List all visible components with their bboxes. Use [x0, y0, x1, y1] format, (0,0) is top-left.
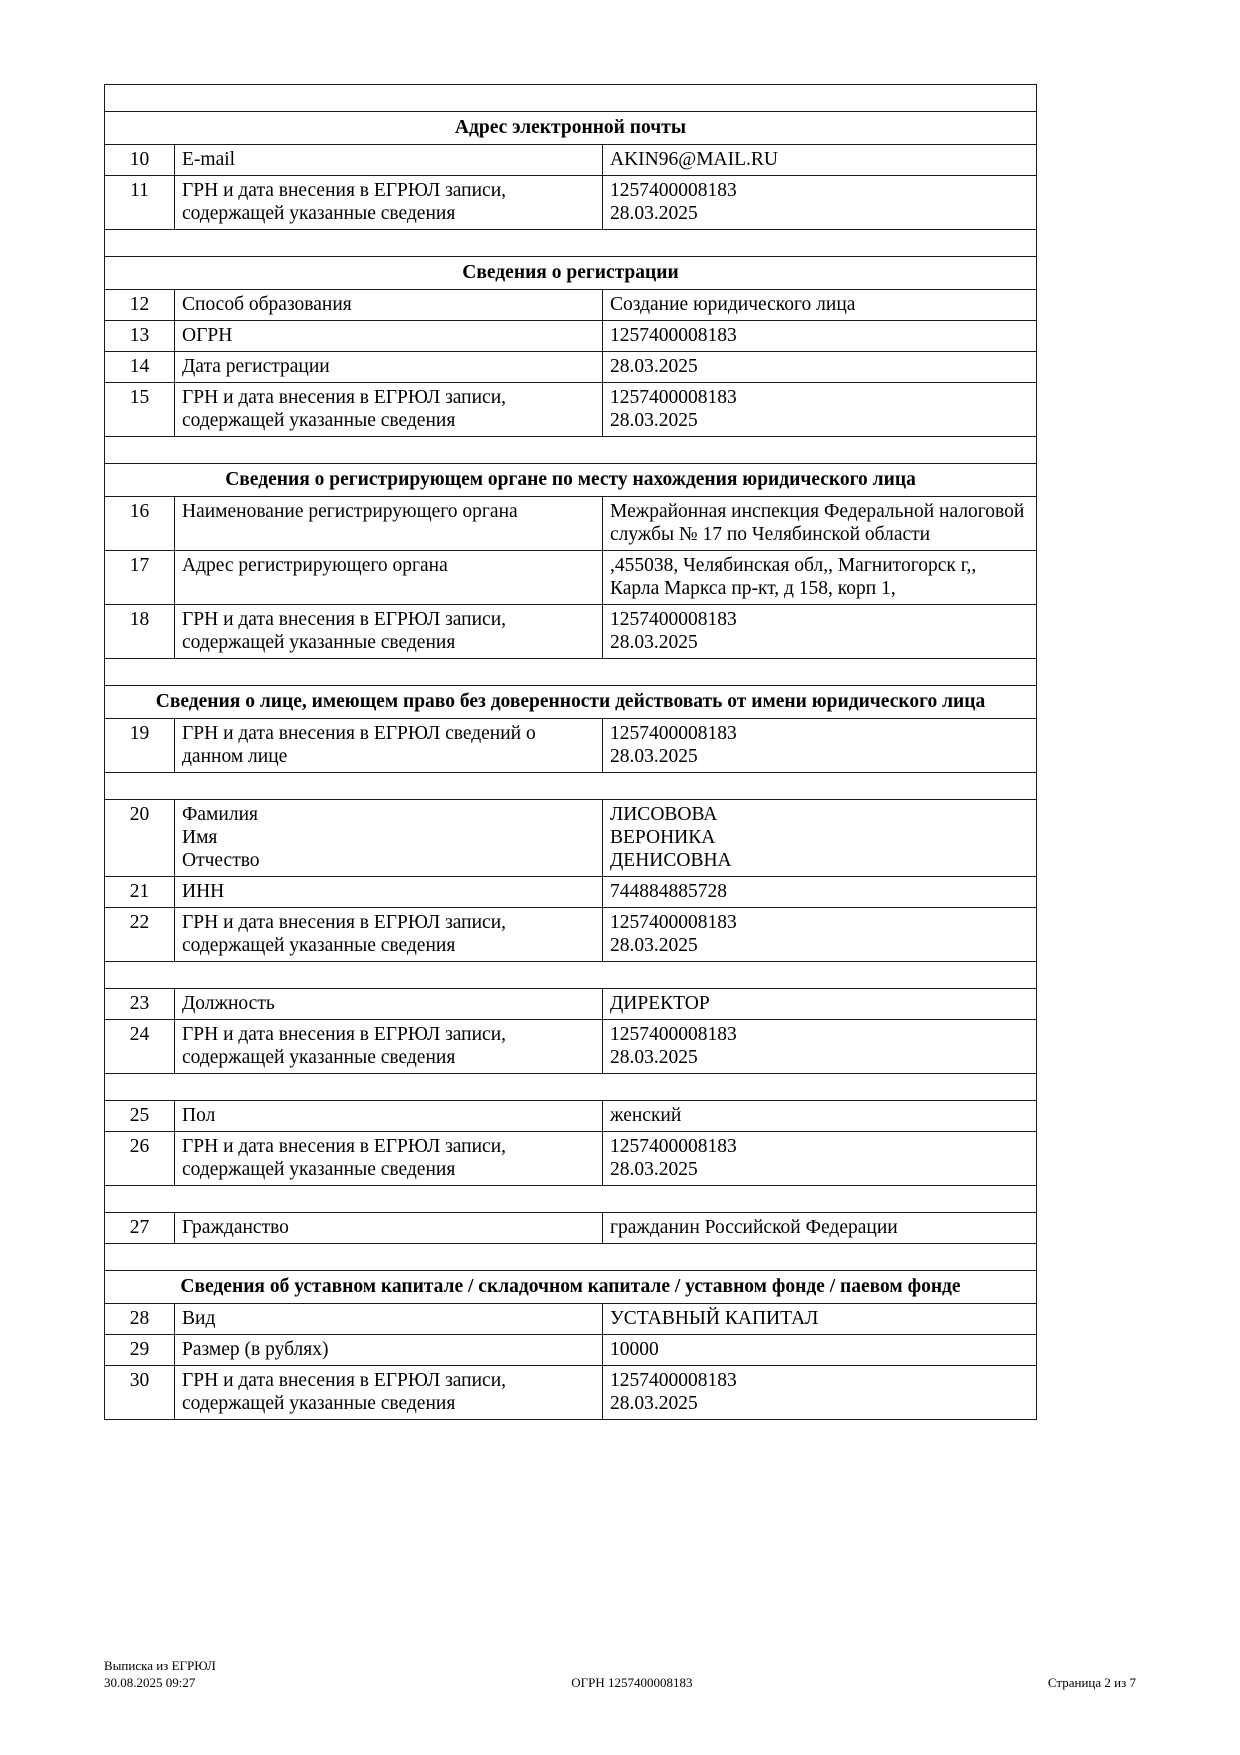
row-number: 25 — [105, 1101, 175, 1132]
table-spacer-row — [105, 1186, 1037, 1213]
row-label: ГРН и дата внесения в ЕГРЮЛ записи, содержащей указанные сведения — [175, 1020, 603, 1074]
row-label: Размер (в рублях) — [175, 1335, 603, 1366]
row-label: Наименование регистрирующего органа — [175, 497, 603, 551]
row-number: 10 — [105, 145, 175, 176]
row-value: Межрайонная инспекция Федеральной налоговой службы № 17 по Челябинской области — [603, 497, 1037, 551]
row-value: 1257400008183 28.03.2025 — [603, 1020, 1037, 1074]
section-heading-row — [105, 686, 1037, 719]
section-heading: Адрес электронной почты — [105, 112, 1037, 145]
spacer-cell — [105, 1186, 1037, 1213]
table-row — [105, 1101, 1037, 1132]
row-number: 14 — [105, 352, 175, 383]
table-row — [105, 1304, 1037, 1335]
table-row — [105, 908, 1037, 962]
row-number: 13 — [105, 321, 175, 352]
table-body — [105, 85, 1037, 1420]
row-number: 16 — [105, 497, 175, 551]
table-row — [105, 383, 1037, 437]
row-number: 24 — [105, 1020, 175, 1074]
table-row — [105, 719, 1037, 773]
section-heading-row — [105, 112, 1037, 145]
spacer-cell — [105, 659, 1037, 686]
row-number: 22 — [105, 908, 175, 962]
row-value: 1257400008183 — [603, 321, 1037, 352]
row-label: ГРН и дата внесения в ЕГРЮЛ записи, содержащей указанные сведения — [175, 1132, 603, 1186]
footer-doc-title: Выписка из ЕГРЮЛ — [104, 1658, 216, 1673]
page-footer — [104, 1657, 1136, 1691]
row-value: ЛИСОВОВА ВЕРОНИКА ДЕНИСОВНА — [603, 800, 1037, 877]
spacer-cell — [105, 773, 1037, 800]
section-heading: Сведения о лице, имеющем право без доверенности действовать от имени юридического лица — [105, 686, 1037, 719]
spacer-cell — [105, 85, 1037, 112]
footer-left — [104, 1657, 216, 1691]
row-value: 1257400008183 28.03.2025 — [603, 176, 1037, 230]
row-label: ГРН и дата внесения в ЕГРЮЛ записи, содержащей указанные сведения — [175, 176, 603, 230]
row-number: 28 — [105, 1304, 175, 1335]
section-heading: Сведения о регистрирующем органе по месту нахождения юридического лица — [105, 464, 1037, 497]
row-label: ГРН и дата внесения в ЕГРЮЛ записи, содержащей указанные сведения — [175, 1366, 603, 1420]
row-number: 18 — [105, 605, 175, 659]
row-value: 28.03.2025 — [603, 352, 1037, 383]
spacer-cell — [105, 230, 1037, 257]
row-number: 12 — [105, 290, 175, 321]
row-value: 1257400008183 28.03.2025 — [603, 719, 1037, 773]
table-row — [105, 605, 1037, 659]
row-label: Гражданство — [175, 1213, 603, 1244]
footer-page-number: Страница 2 из 7 — [1047, 1675, 1136, 1691]
row-label: Должность — [175, 989, 603, 1020]
table-row — [105, 1366, 1037, 1420]
footer-timestamp: 30.08.2025 09:27 — [104, 1675, 196, 1691]
table-row — [105, 176, 1037, 230]
row-value: ,455038, Челябинская обл,, Магнитогорск г,, Карла Маркса пр-кт, д 158, корп 1, — [603, 551, 1037, 605]
table-spacer-row — [105, 85, 1037, 112]
table-row — [105, 1132, 1037, 1186]
row-number: 30 — [105, 1366, 175, 1420]
row-value: 10000 — [603, 1335, 1037, 1366]
table-spacer-row — [105, 659, 1037, 686]
section-heading-row — [105, 1271, 1037, 1304]
spacer-cell — [105, 962, 1037, 989]
row-label: Способ образования — [175, 290, 603, 321]
row-label: Адрес регистрирующего органа — [175, 551, 603, 605]
table-spacer-row — [105, 437, 1037, 464]
row-value: Создание юридического лица — [603, 290, 1037, 321]
row-number: 23 — [105, 989, 175, 1020]
spacer-cell — [105, 1244, 1037, 1271]
section-heading: Сведения о регистрации — [105, 257, 1037, 290]
section-heading: Сведения об уставном капитале / складочном капитале / уставном фонде / паевом фонде — [105, 1271, 1037, 1304]
row-value: AKIN96@MAIL.RU — [603, 145, 1037, 176]
row-label: ИНН — [175, 877, 603, 908]
row-label: ОГРН — [175, 321, 603, 352]
row-value: 1257400008183 28.03.2025 — [603, 605, 1037, 659]
row-label: ГРН и дата внесения в ЕГРЮЛ записи, содержащей указанные сведения — [175, 605, 603, 659]
row-value: гражданин Российской Федерации — [603, 1213, 1037, 1244]
row-label: Фамилия Имя Отчество — [175, 800, 603, 877]
row-value: 1257400008183 28.03.2025 — [603, 383, 1037, 437]
footer-ogrn: ОГРН 1257400008183 — [571, 1675, 693, 1691]
table-spacer-row — [105, 1244, 1037, 1271]
table-row — [105, 352, 1037, 383]
egrul-data-table — [104, 84, 1037, 1420]
row-value: 1257400008183 28.03.2025 — [603, 1132, 1037, 1186]
table-row — [105, 145, 1037, 176]
table-row — [105, 877, 1037, 908]
row-value: ДИРЕКТОР — [603, 989, 1037, 1020]
row-label: Вид — [175, 1304, 603, 1335]
row-label: ГРН и дата внесения в ЕГРЮЛ сведений о данном лице — [175, 719, 603, 773]
section-heading-row — [105, 464, 1037, 497]
row-value: 744884885728 — [603, 877, 1037, 908]
row-label: Пол — [175, 1101, 603, 1132]
row-number: 27 — [105, 1213, 175, 1244]
table-row — [105, 551, 1037, 605]
table-spacer-row — [105, 230, 1037, 257]
table-spacer-row — [105, 773, 1037, 800]
table-row — [105, 989, 1037, 1020]
row-value: 1257400008183 28.03.2025 — [603, 908, 1037, 962]
row-number: 29 — [105, 1335, 175, 1366]
table-spacer-row — [105, 962, 1037, 989]
row-value: УСТАВНЫЙ КАПИТАЛ — [603, 1304, 1037, 1335]
row-label: Дата регистрации — [175, 352, 603, 383]
table-row — [105, 290, 1037, 321]
section-heading-row — [105, 257, 1037, 290]
row-number: 15 — [105, 383, 175, 437]
row-number: 11 — [105, 176, 175, 230]
table-row — [105, 1020, 1037, 1074]
row-value: 1257400008183 28.03.2025 — [603, 1366, 1037, 1420]
row-number: 17 — [105, 551, 175, 605]
row-label: ГРН и дата внесения в ЕГРЮЛ записи, содержащей указанные сведения — [175, 383, 603, 437]
table-row — [105, 800, 1037, 877]
table-spacer-row — [105, 1074, 1037, 1101]
table-row — [105, 497, 1037, 551]
spacer-cell — [105, 1074, 1037, 1101]
row-label: E-mail — [175, 145, 603, 176]
row-number: 21 — [105, 877, 175, 908]
table-row — [105, 1213, 1037, 1244]
spacer-cell — [105, 437, 1037, 464]
row-number: 20 — [105, 800, 175, 877]
table-row — [105, 321, 1037, 352]
row-label: ГРН и дата внесения в ЕГРЮЛ записи, содержащей указанные сведения — [175, 908, 603, 962]
table-row — [105, 1335, 1037, 1366]
row-number: 26 — [105, 1132, 175, 1186]
row-number: 19 — [105, 719, 175, 773]
row-value: женский — [603, 1101, 1037, 1132]
